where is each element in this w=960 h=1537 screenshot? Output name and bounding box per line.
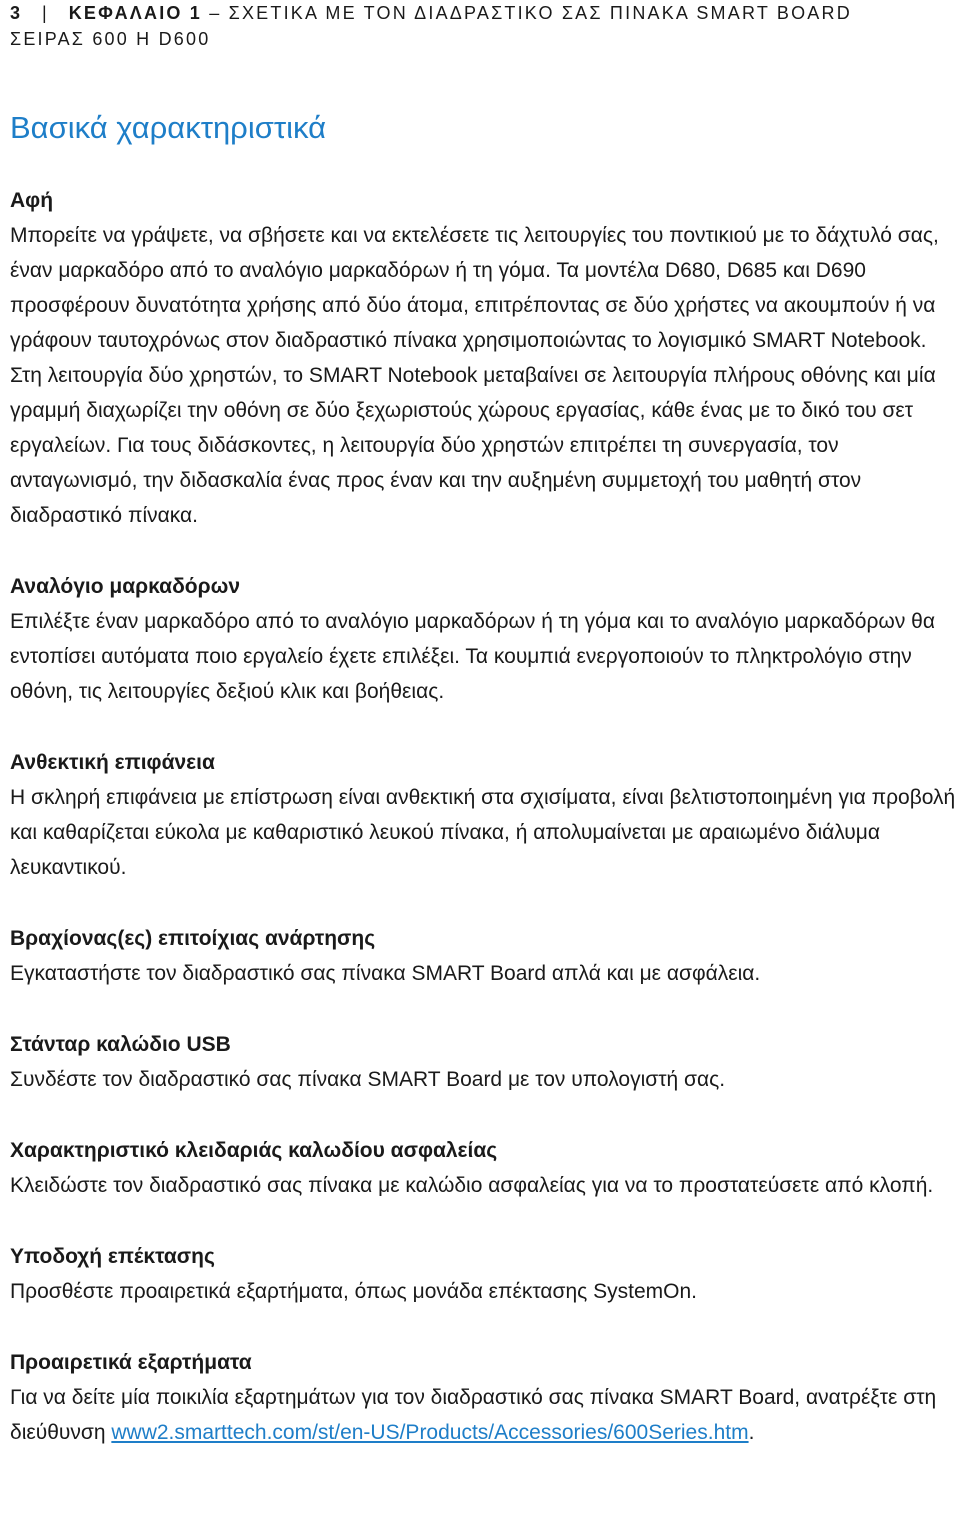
- feature-expansion-slot: [10, 1240, 956, 1309]
- feature-text: Προσθέστε προαιρετικά εξαρτήματα, όπως μονάδα επέκτασης SystemOn.: [10, 1280, 697, 1303]
- feature-touch: [10, 184, 956, 533]
- feature-text: Μπορείτε να γράψετε, να σβήσετε και να εκτελέσετε τις λειτουργίες του ποντικιού με το δάχτυλό σας, έναν μαρκαδόρο από το αναλόγιο μαρκαδόρων ή τη γόμα. Τα μοντέλα D680, D685 και D690 προσφέρουν δυνατότητα χρήσης από δύο άτομα, επιτρέποντας σε δύο χρήστες να ακουμπούν ή να γράφουν ταυτοχρόνως στον διαδραστικό πίνακα χρησιμοποιώντας το λογισμικό SMART Notebook. Στη λειτουργία δύο χρηστών, το SMART Notebook μεταβαίνει σε λειτουργία πλήρους οθόνης και μία γραμμή διαχωρίζει την οθόνη σε δύο ξεχωριστούς χώρους εργασίας, κάθε ένας με το δικό του σετ εργαλείων. Για τους διδάσκοντες, η λειτουργία δύο χρηστών επιτρέπει τη συνεργασία, τον ανταγωνισμό, την διδασκαλία ένας προς έναν και την αυξημένη συμμετοχή του μαθητή στον διαδραστικό πίνακα.: [10, 224, 939, 527]
- feature-heading: Υποδοχή επέκτασης: [10, 1245, 215, 1268]
- feature-wall-mount: [10, 922, 956, 991]
- feature-heading: Χαρακτηριστικό κλειδαριάς καλωδίου ασφαλείας: [10, 1139, 498, 1162]
- feature-text: Η σκληρή επιφάνεια με επίστρωση είναι ανθεκτική στα σχισίματα, είναι βελτιστοποιημένη για προβολή και καθαρίζεται εύκολα με καθαριστικό λευκού πίνακα, ή απολυμαίνεται με αραιωμένο διάλυμα λευκαντικού.: [10, 786, 956, 879]
- section-title: Βασικά χαρακτηριστικά: [10, 110, 327, 145]
- feature-text: [10, 1380, 956, 1450]
- feature-heading: Αφή: [10, 189, 54, 212]
- feature-pen-tray: [10, 570, 956, 709]
- chapter-title-line1: – ΣΧΕΤΙΚΑ ΜΕ ΤΟΝ ΔΙΑΔΡΑΣΤΙΚΟ ΣΑΣ ΠΙΝΑΚΑ SMART BOARD: [209, 3, 852, 23]
- features-list: [10, 184, 956, 1487]
- feature-text: Εγκαταστήστε τον διαδραστικό σας πίνακα SMART Board απλά και με ασφάλεια.: [10, 962, 761, 985]
- accessories-trailing: .: [748, 1421, 755, 1444]
- chapter-title-line2: ΣΕΙΡΑΣ 600 Η D600: [10, 29, 211, 49]
- header-separator: |: [42, 3, 47, 23]
- feature-heading: Αναλόγιο μαρκαδόρων: [10, 575, 241, 598]
- feature-usb-cable: [10, 1028, 956, 1097]
- feature-text: Κλειδώστε τον διαδραστικό σας πίνακα με καλώδιο ασφαλείας για να το προστατεύσετε από κλοπή.: [10, 1174, 934, 1197]
- accessories-link[interactable]: www2.smarttech.com/st/en-US/Products/Accessories/600Series.htm: [111, 1421, 749, 1444]
- feature-heading: Ανθεκτική επιφάνεια: [10, 751, 215, 774]
- feature-heading: Στάνταρ καλώδιο USB: [10, 1033, 231, 1056]
- accessories-text: Για να δείτε μία ποικιλία εξαρτημάτων για τον διαδραστικό σας πίνακα SMART Board, ανατρέξτε στη διεύθυνση: [10, 1386, 937, 1444]
- feature-heading: Βραχίονας(ες) επιτοίχιας ανάρτησης: [10, 927, 376, 950]
- feature-accessories: [10, 1346, 956, 1450]
- feature-security-lock: [10, 1134, 956, 1203]
- feature-durable-surface: [10, 746, 956, 885]
- chapter-label: ΚΕΦΑΛΑΙΟ 1: [68, 3, 203, 23]
- running-header: [10, 0, 956, 52]
- feature-heading: Προαιρετικά εξαρτήματα: [10, 1351, 252, 1374]
- document-page: [10, 0, 956, 1444]
- page-number: 3: [10, 3, 21, 23]
- feature-text: Συνδέστε τον διαδραστικό σας πίνακα SMART Board με τον υπολογιστή σας.: [10, 1068, 726, 1091]
- feature-text: Επιλέξτε έναν μαρκαδόρο από το αναλόγιο μαρκαδόρων ή τη γόμα και το αναλόγιο μαρκαδόρων θα εντοπίσει αυτόματα ποιο εργαλείο έχετε επιλέξει. Τα κουμπιά ενεργοποιούν το πληκτρολόγιο στην οθόνη, τις λειτουργίες δεξιού κλικ και βοήθειας.: [10, 610, 935, 703]
